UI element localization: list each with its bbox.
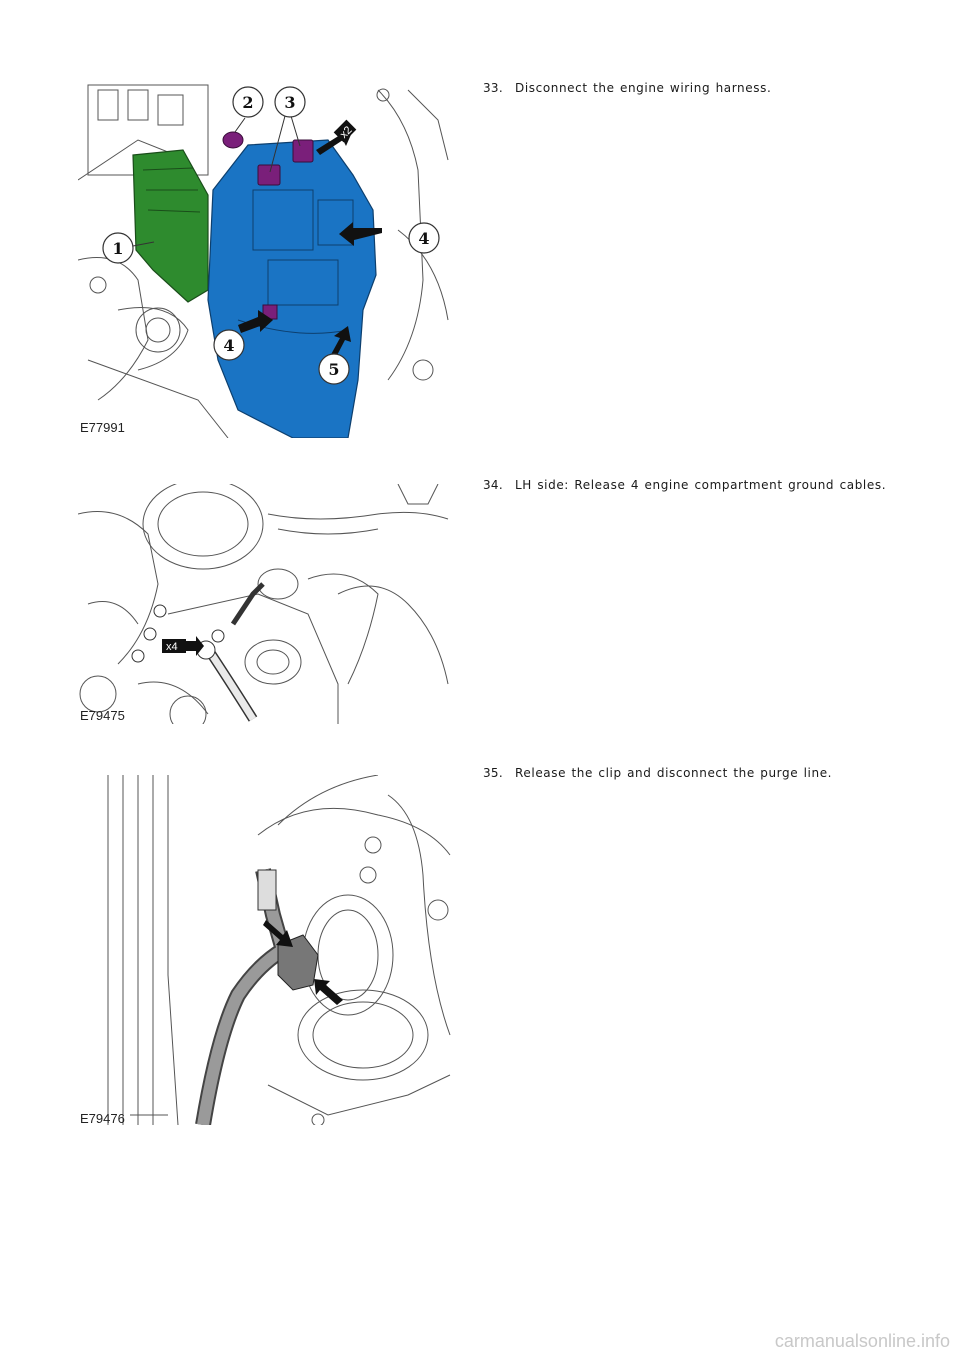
wiring-harness-illustration xyxy=(78,80,456,438)
callout-5 xyxy=(319,354,349,384)
svg-text:2: 2 xyxy=(242,93,254,112)
module-body xyxy=(133,150,208,302)
figure-code: E77991 xyxy=(80,420,125,435)
step-number: 34. xyxy=(483,478,503,492)
callout-2 xyxy=(233,87,263,132)
figure-e79476 xyxy=(78,775,456,1125)
bolt xyxy=(212,630,224,642)
step-instruction: Release the clip and disconnect the purge line. xyxy=(515,766,833,780)
ground-cables-illustration xyxy=(78,484,456,724)
figure-e77991 xyxy=(78,80,456,438)
purge-line-illustration xyxy=(78,775,456,1125)
svg-text:3: 3 xyxy=(284,93,296,112)
bolt xyxy=(132,650,144,662)
step-number: 33. xyxy=(483,81,503,95)
step-number: 35. xyxy=(483,766,503,780)
connector-b xyxy=(293,140,313,162)
svg-text:5: 5 xyxy=(328,360,340,379)
connector-a xyxy=(258,165,280,185)
figure-code: E79475 xyxy=(80,708,125,723)
svg-text:4: 4 xyxy=(418,229,430,248)
figure-code: E79476 xyxy=(80,1111,125,1125)
site-watermark: carmanualsonline.info xyxy=(774,1331,950,1351)
callout-4-right xyxy=(409,223,439,253)
bolt xyxy=(154,605,166,617)
nut xyxy=(223,132,243,148)
svg-text:x2: x2 xyxy=(337,124,355,141)
module-green xyxy=(133,150,208,302)
fusebox-blue xyxy=(208,140,376,438)
quantity-tag-x4 xyxy=(162,636,204,656)
step-instruction: Disconnect the engine wiring harness. xyxy=(515,81,772,95)
bolt xyxy=(144,628,156,640)
svg-text:4: 4 xyxy=(223,336,235,355)
svg-text:x4: x4 xyxy=(166,641,178,653)
svg-text:1: 1 xyxy=(112,239,124,258)
figure-e79475 xyxy=(78,484,456,724)
step-instruction: LH side: Release 4 engine compartment ground cables. xyxy=(515,478,887,492)
fusebox-body xyxy=(208,140,376,438)
callout-4-left xyxy=(214,330,244,360)
